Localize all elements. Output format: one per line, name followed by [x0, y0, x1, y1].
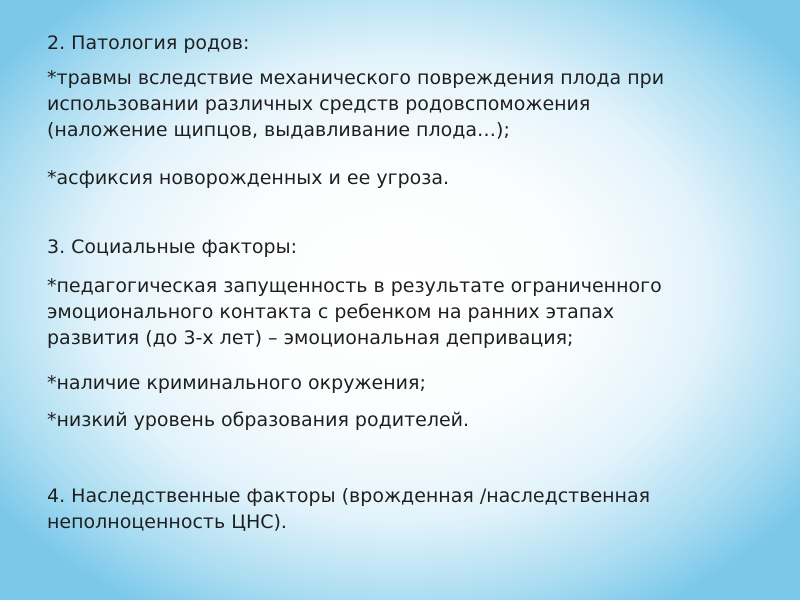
text-line: использовании различных средств родовспоможения	[47, 93, 591, 115]
text-line: неполноценность ЦНС).	[47, 511, 287, 533]
heading-hereditary-factors	[47, 483, 650, 535]
text-line: (наложение щипцов, выдавливание плода…);	[47, 119, 510, 141]
bullet-criminal-environment	[47, 370, 426, 396]
heading-birth-pathology	[47, 30, 249, 56]
text-line: *травмы вследствие механического повреждения плода при	[47, 67, 665, 89]
text-line: эмоционального контакта с ребенком на ранних этапах	[47, 301, 615, 323]
heading-social-factors	[47, 234, 297, 260]
text-line: *асфиксия новорожденных и ее угроза.	[47, 167, 450, 189]
bullet-pedagogical-neglect	[47, 273, 662, 351]
bullet-parent-education	[47, 407, 469, 433]
slide-body	[47, 0, 767, 600]
bullet-asphyxia	[47, 165, 449, 191]
text-line: 3. Социальные факторы:	[47, 236, 297, 258]
text-line: *низкий уровень образования родителей.	[47, 409, 470, 431]
text-line: 4. Наследственные факторы (врожденная /наследственная	[47, 485, 651, 507]
text-line: *педагогическая запущенность в результате ограниченного	[47, 275, 662, 297]
text-line: *наличие криминального окружения;	[47, 372, 426, 394]
bullet-birth-trauma	[47, 65, 664, 143]
text-line: развития (до 3-х лет) – эмоциональная депривация;	[47, 327, 574, 349]
text-line: 2. Патология родов:	[47, 32, 250, 54]
